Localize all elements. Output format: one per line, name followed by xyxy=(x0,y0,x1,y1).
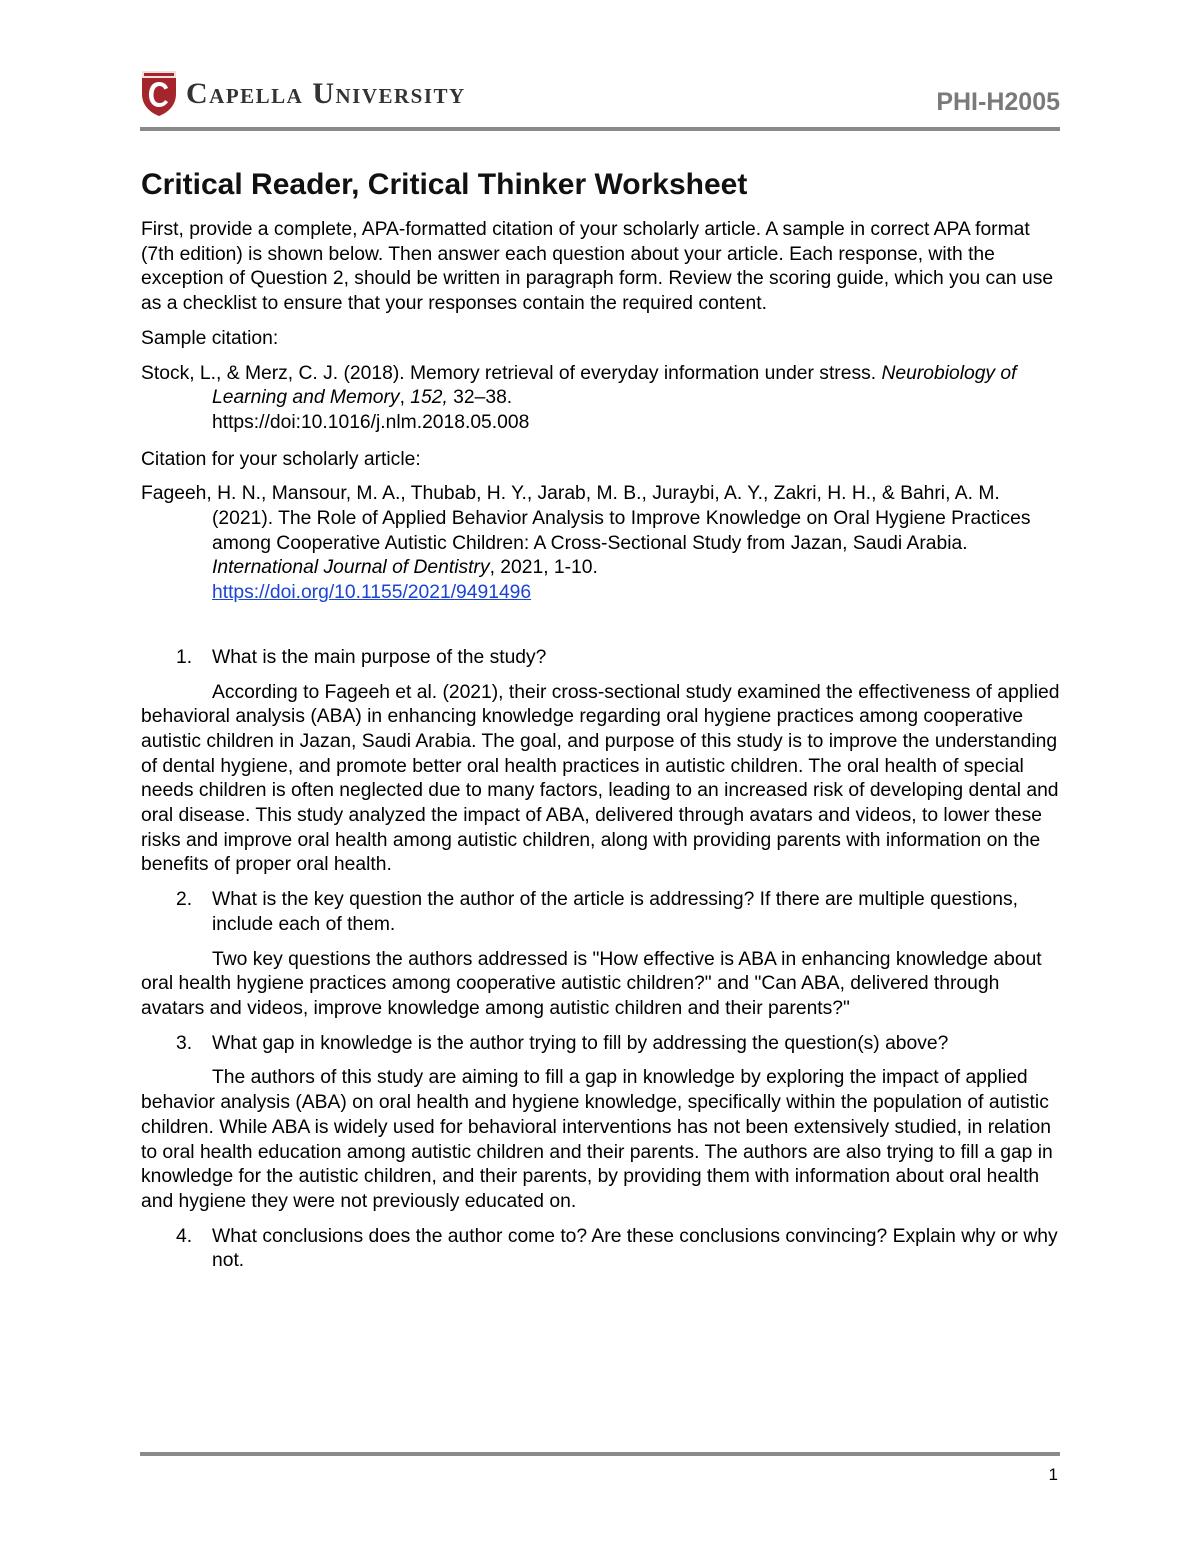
university-wordmark: Capella University xyxy=(186,77,466,110)
sample-citation xyxy=(141,362,1061,436)
page-header xyxy=(140,66,1060,132)
question-number: 2. xyxy=(176,889,193,911)
question-text: What gap in knowledge is the author trying to fill by addressing the question(s) above? xyxy=(212,1032,949,1054)
question-text: What is the key question the author of the article is addressing? If there are multiple questions, include each of them. xyxy=(212,889,1018,935)
course-code: PHI-H2005 xyxy=(936,88,1060,116)
main-content xyxy=(141,166,1061,1284)
article-citation-journal: International Journal of Dentistry xyxy=(212,557,490,579)
question-item xyxy=(141,646,1061,671)
sample-citation-pages: 32–38. xyxy=(447,387,513,409)
question-list xyxy=(141,646,1061,1274)
shield-icon xyxy=(140,68,178,118)
footer-divider xyxy=(140,1452,1060,1456)
page-number: 1 xyxy=(1048,1465,1058,1484)
question-item xyxy=(141,1225,1061,1274)
article-citation-main: Fageeh, H. N., Mansour, M. A., Thubab, H. Y., Jarab, M. B., Juraybi, A. Y., Zakri, H. H., & Bahri, A. M. (2021). The Role of Applied Behavior Analysis to Improve Knowledge on Oral Hygiene Practices among Cooperative Autistic Children: A Cross-Sectional Study from Jazan, Saudi Arabia. xyxy=(141,483,1031,554)
sample-citation-label: Sample citation: xyxy=(141,327,279,349)
question-number: 4. xyxy=(176,1225,193,1247)
page-title: Critical Reader, Critical Thinker Worksheet xyxy=(141,168,748,201)
question-number: 3. xyxy=(176,1032,193,1054)
question-item xyxy=(141,1032,1061,1057)
article-doi-link[interactable]: https://doi.org/10.1155/2021/9491496 xyxy=(212,582,532,604)
sample-citation-doi: https://doi:10.1016/j.nlm.2018.05.008 xyxy=(212,411,530,433)
question-text: What conclusions does the author come to? Are these conclusions convincing? Explain why or why not. xyxy=(212,1225,1058,1272)
sample-citation-volume: 152, xyxy=(410,387,448,409)
question-item xyxy=(141,888,1061,937)
university-logo xyxy=(140,68,466,118)
question-text: What is the main purpose of the study? xyxy=(212,646,547,668)
sample-citation-journal: Neurobiology of Learning and Memory xyxy=(212,362,1017,409)
header-divider xyxy=(140,127,1060,131)
article-citation-label: Citation for your scholarly article: xyxy=(141,448,421,470)
article-citation xyxy=(141,482,1061,606)
sample-citation-authors: Stock, L., & Merz, C. J. (2018). Memory retrieval of everyday information under stress. xyxy=(141,362,877,384)
answer-paragraph: The authors of this study are aiming to fill a gap in knowledge by exploring the impact of applied behavior analysis (ABA) on oral health and hygiene knowledge, specifically within the population of autistic children. While ABA is widely used for behavioral interventions has not been extensively studied, in relation to oral health education among autistic children and their parents. The authors are also trying to fill a gap in knowledge for the autistic children, and their parents, by providing them with information about oral health and hygiene they were not previously educated on. xyxy=(141,1067,1053,1212)
article-citation-tail: , 2021, 1-10. xyxy=(489,557,598,579)
sample-citation-separator: , xyxy=(399,387,411,409)
question-number: 1. xyxy=(176,646,193,668)
instructions-paragraph: First, provide a complete, APA-formatted citation of your scholarly article. A sample in correct APA format (7th edition) is shown below. Then answer each question about your article. Each response, with the exception of Question 2, should be written in paragraph form. Review the scoring guide, which you can use as a checklist to ensure that your responses contain the required content. xyxy=(141,219,1054,315)
answer-paragraph: Two key questions the authors addressed is "How effective is ABA in enhancing knowledge about oral health hygiene practices among cooperative autistic children?" and "Can ABA, delivered through avatars and videos, improve knowledge among autistic children and their parents?" xyxy=(141,948,1042,1019)
answer-paragraph: According to Fageeh et al. (2021), their cross-sectional study examined the effectiveness of applied behavioral analysis (ABA) in enhancing knowledge regarding oral hygiene practices among cooperative autistic children in Jazan, Saudi Arabia. The goal, and purpose of this study is to improve the understanding of dental hygiene, and promote better oral health practices in autistic children. The oral health of special needs children is often neglected due to many factors, leading to an increased risk of developing dental and oral disease. This study analyzed the impact of ABA, delivered through avatars and videos, to lower these risks and improve oral health among autistic children, along with providing parents with information on the benefits of proper oral health. xyxy=(141,681,1060,876)
